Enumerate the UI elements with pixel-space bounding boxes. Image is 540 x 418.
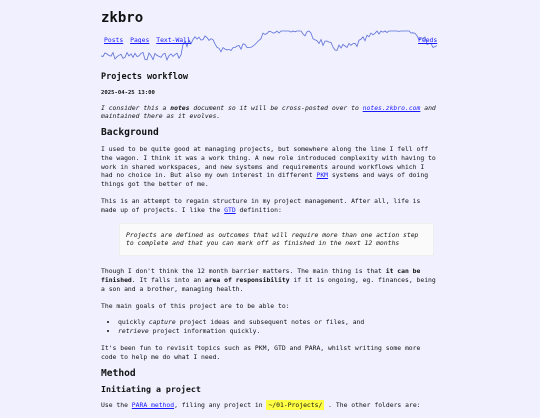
- pkm-link[interactable]: PKM: [316, 171, 329, 180]
- list-item: • quickly capture project ideas and subsequent notes or files, and: [118, 318, 437, 327]
- list-item: • retrieve project information quickly.: [118, 327, 437, 336]
- site-title[interactable]: zkbro: [101, 10, 144, 26]
- projects-path: ~/01-Projects/: [268, 401, 323, 410]
- paragraph-5: It's been fun to revisit topics such as PKM, GTD and PARA, whilst writing some more code to help me do what I need.: [101, 343, 421, 361]
- nav-text-wall[interactable]: Text-Wall: [156, 36, 191, 44]
- gtd-link[interactable]: GTD: [224, 205, 236, 214]
- notes-link[interactable]: notes.zkbro.com: [362, 103, 421, 112]
- nav-feeds[interactable]: Feeds: [418, 36, 438, 44]
- paragraph-2: This is an attempt to regain structure in my project management. After all, life is made up of projects. I like the GTD definition:: [101, 196, 421, 214]
- post-content: [101, 73, 437, 418]
- para-method-link[interactable]: PARA method: [131, 401, 175, 410]
- post-date: 2025-04-25 13:00: [101, 89, 155, 96]
- paragraph-6: Use the PARA method, filing any project in ~/01-Projects/ . The other folders are:: [101, 401, 421, 410]
- paragraph-4: The main goals of this project are to be able to:: [101, 301, 290, 310]
- post-title: Projects workflow: [101, 72, 188, 82]
- site-nav: [104, 36, 194, 44]
- heading-initiating: Initiating a project: [101, 384, 201, 395]
- nav-pages[interactable]: Pages: [130, 36, 150, 44]
- heading-background: Background: [101, 127, 159, 139]
- paragraph-1: I used to be quite good at managing projects, but somewhere along the line I fell off the wagon. I think it was a work thing. A new role introduced complexity with having to work in shared workspaces, and new systems and requirements around workflows which I had no choice in. But also my own interest in different PKM systems and ways of doing things got the better of me.: [101, 144, 436, 189]
- goals-list: [101, 318, 437, 336]
- intro-paragraph: I consider this a notes document so it will be cross-posted over to notes.zkbro.com and maintained there as it evolves.: [101, 103, 436, 121]
- nav-posts[interactable]: Posts: [104, 36, 124, 44]
- gtd-quote: Projects are defined as outcomes that will require more than one action step to complete and that you can mark off as finished in the next 12 months: [119, 223, 434, 257]
- heading-method: Method: [101, 367, 136, 379]
- paragraph-3: Though I don't think the 12 month barrier matters. The main thing is that it can be finished. It falls into an area of responsibility if it is ongoing, eg. finances, being a son and a brother, managing health.: [101, 267, 436, 293]
